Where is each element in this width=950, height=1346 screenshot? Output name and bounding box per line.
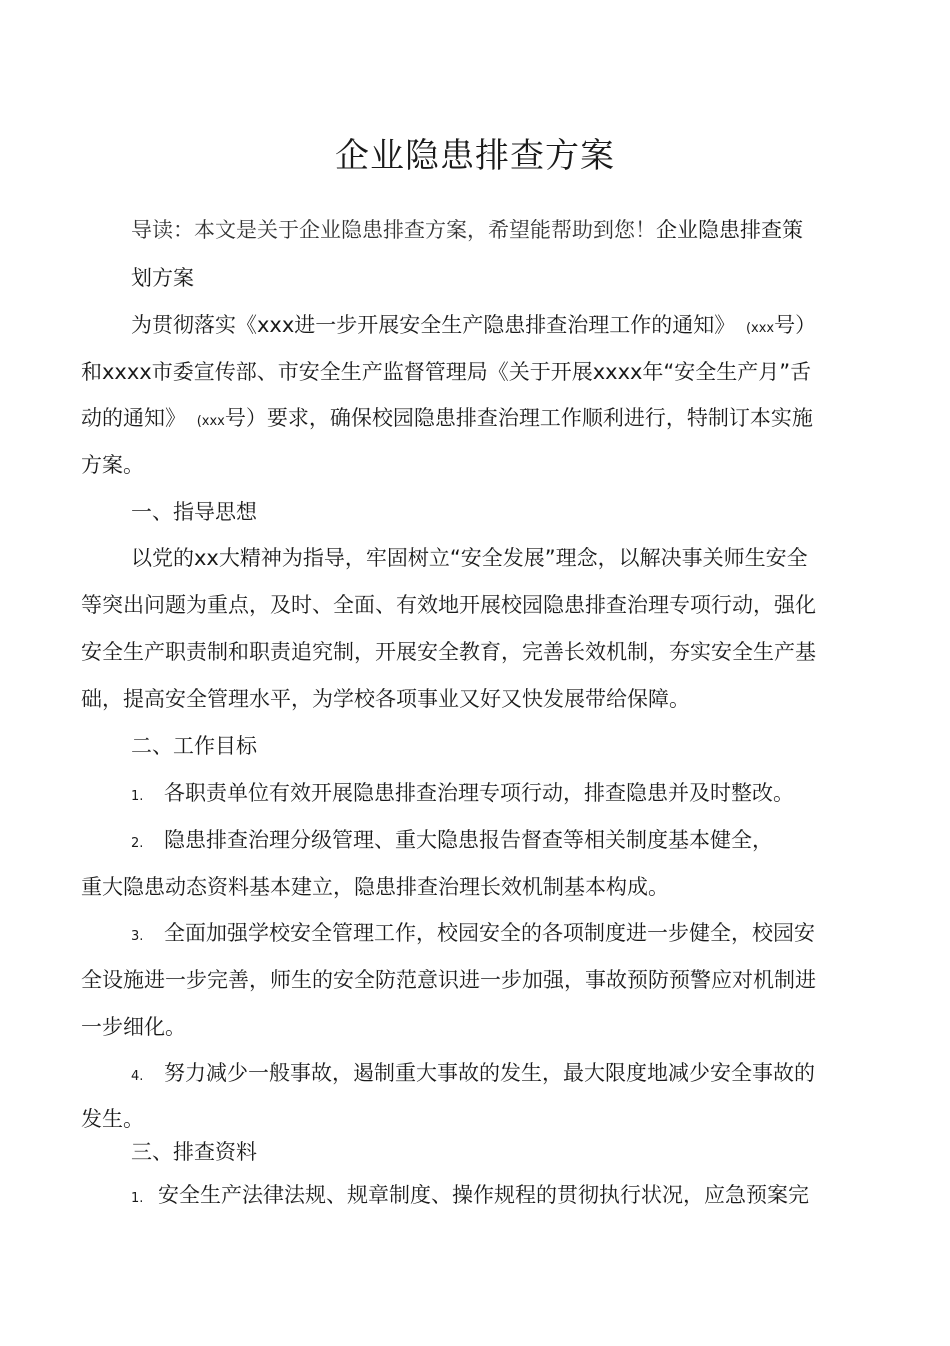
para1-line-1a: 为贯彻落实《xxx进一步开展安全生产隐患排查治理工作的通知》: [131, 313, 736, 337]
section2-item-2-text: 隐患排查治理分级管理、重大隐患报告督查等相关制度基本健全，: [164, 828, 773, 852]
section1-line-1: 以党的xx大精神为指导，牢固树立“安全发展”理念，以解决事关师生安全: [131, 546, 808, 570]
section2-item-2-number: 2.: [131, 836, 144, 851]
para1-line-3c: 号）要求，确保校园隐患排查治理工作顺利进行，特制订本实施: [224, 406, 813, 430]
section3-heading: 三、排查资料: [131, 1140, 257, 1164]
section1-heading: 一、指导思想: [131, 500, 257, 524]
para1-line-2: 和xxxx市委宣传部、市安全生产监督管理局《关于开展xxxx年“安全生产月”舌: [81, 360, 812, 384]
para1-line-1c: 号）: [774, 313, 817, 337]
section3-item-1-number: 1.: [131, 1191, 144, 1206]
section2-item-3-line-2: 全设施进一步完善，师生的安全防范意识进一步加强，事故预防预警应对机制进: [81, 968, 816, 992]
para1-line-3b: (xxx: [196, 414, 225, 429]
para1-line-1b: (xxx: [745, 321, 775, 336]
section2-item-2: [131, 825, 773, 859]
section2-item-1-number: 1.: [131, 789, 144, 804]
section1-line-2: 等突出问题为重点，及时、全面、有效地开展校园隐患排查治理专项行动，强化: [81, 593, 816, 617]
section2-item-4-line-2: 发生。: [81, 1107, 144, 1131]
intro-lead-label: 导读：: [131, 218, 194, 242]
para1-line-3: [81, 403, 813, 437]
para1-line-3a: 动的通知》: [81, 406, 186, 430]
section2-item-4: [131, 1058, 815, 1092]
section2-item-2-line-2: 重大隐患动态资料基本建立，隐患排查治理长效机制基本构成。: [81, 875, 669, 899]
section2-heading: 二、工作目标: [131, 734, 257, 758]
section2-item-4-number: 4.: [131, 1069, 144, 1084]
section3-item-1-text: 安全生产法律法规、规章制度、操作规程的贯彻执行状况，应急预案完: [158, 1183, 809, 1207]
section1-line-4: 础，提高安全管理水平，为学校各项事业又好又快发展带给保障。: [81, 687, 690, 711]
section1-line-3: 安全生产职责制和职责追究制，开展安全教育，完善长效机制，夯实安全生产基: [81, 640, 816, 664]
section2-item-3-line-3: 一步细化。: [81, 1015, 186, 1039]
section2-item-3-number: 3.: [131, 929, 144, 944]
section2-item-1: [131, 778, 794, 812]
intro-heading-part1: 企业隐患排查策: [656, 218, 803, 242]
para1-line-4: 方案。: [81, 453, 144, 477]
document-title: 企业隐患排查方案: [335, 136, 615, 176]
intro-heading-part2: 划方案: [131, 266, 194, 290]
para1-line-1: [131, 310, 816, 344]
section2-item-4-text: 努力减少一般事故，遏制重大事故的发生，最大限度地减少安全事故的: [164, 1061, 815, 1085]
section2-item-3: [131, 918, 815, 952]
section2-item-1-text: 各职责单位有效开展隐患排查治理专项行动，排查隐患并及时整改。: [164, 781, 794, 805]
section2-item-3-text: 全面加强学校安全管理工作，校园安全的各项制度进一步健全，校园安: [164, 921, 815, 945]
section3-item-1: [131, 1180, 809, 1214]
intro-line-1: [131, 215, 803, 245]
intro-lead-text: 本文是关于企业隐患排查方案，希望能帮助到您！: [194, 218, 656, 242]
